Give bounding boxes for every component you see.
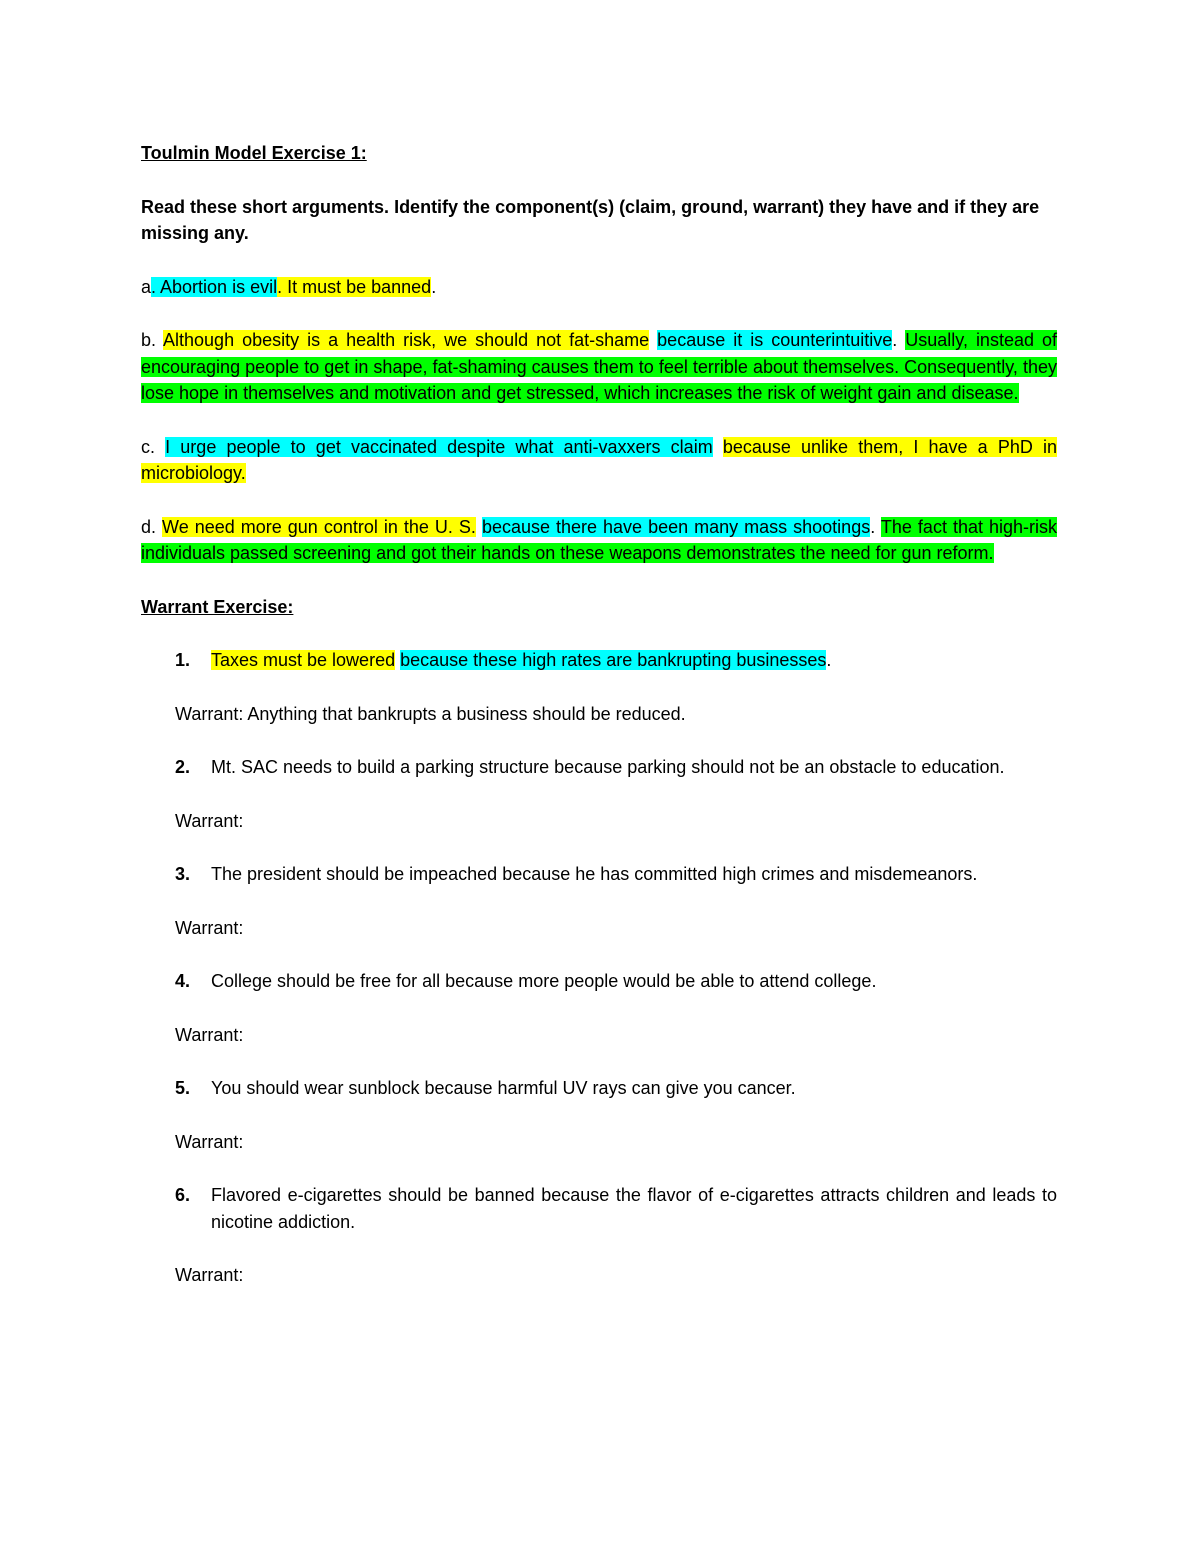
list-item [141,861,1057,888]
page-title: Toulmin Model Exercise 1: [141,143,367,163]
argument-a-claim: . It must be banned [277,276,432,297]
item-text: The president should be impeached because he has committed high crimes and misdemeanors. [211,864,978,884]
item-1-end: . [826,650,832,670]
item-text [211,647,1057,674]
item-number: 4. [175,971,191,991]
document-page [141,140,1057,1316]
item-text: You should wear sunblock because harmful UV rays can give you cancer. [211,1078,796,1098]
argument-b-ground: because it is counterintuitive [657,330,893,350]
item-text: Flavored e-cigarettes should be banned because the flavor of e-cigarettes attracts children and leads to nicotine addiction. [211,1185,1057,1232]
item-1-claim: Taxes must be lowered [211,650,396,670]
argument-b-claim: Although obesity is a health risk, we should not fat-shame [163,330,650,350]
list-item [141,1075,1057,1102]
argument-a-prefix: a [141,276,152,297]
warrant-line: Warrant: [175,1265,244,1285]
item-text: Mt. SAC needs to build a parking structure because parking should not be an obstacle to education. [211,757,1005,777]
item-number: 1. [175,650,191,670]
argument-d-warrant: The fact that high-risk individuals passed screening and got their hands on these weapons demonstrates the need for gun reform. [141,516,1057,563]
argument-b-sep: . [892,330,906,350]
argument-d-claim: We need more gun control in the U. S. [162,516,476,537]
argument-b-warrant: Usually, instead of encouraging people to get in shape, fat-shaming causes them to feel terrible about themselves. Consequently, they lose hope in themselves and motivation and get stressed, which increases the risk of weight gain and disease. [141,330,1057,403]
item-number: 5. [175,1078,191,1098]
argument-c [141,434,1057,487]
argument-b [141,327,1057,407]
instructions: Read these short arguments. Identify the component(s) (claim, ground, warrant) they have and if they are missing any. [141,196,1040,243]
list-item [141,754,1057,781]
warrant-line: Warrant: [175,917,244,938]
item-number: 6. [175,1185,191,1205]
warrant-line: Warrant: [175,810,244,831]
argument-d-ground: because there have been many mass shootings [481,516,871,537]
warrant-line: Warrant: Anything that bankrupts a business should be reduced. [175,703,686,724]
argument-d [141,514,1057,567]
argument-c-prefix: c. [141,436,166,457]
item-number: 2. [175,757,191,777]
argument-d-prefix: d. [141,516,163,537]
argument-c-claim: I urge people to get vaccinated despite what anti-vaxxers claim [165,436,713,457]
warrant-line: Warrant: [175,1024,244,1045]
list-item [141,968,1057,995]
warrant-section-title: Warrant Exercise: [141,596,294,617]
argument-c-ground: because unlike them, I have a PhD in microbiology. [141,436,1057,483]
list-item [141,1182,1057,1235]
argument-a-ground: . Abortion is evil [151,276,278,297]
argument-b-prefix: b. [141,330,164,350]
item-text: College should be free for all because more people would be able to attend college. [211,971,877,991]
argument-a [141,274,1057,301]
argument-a-end: . [431,276,437,297]
warrant-line: Warrant: [175,1131,244,1152]
list-item [141,647,1057,674]
item-number: 3. [175,864,191,884]
item-1-ground: because these high rates are bankrupting businesses [400,650,827,670]
argument-d-sep: . [870,516,881,537]
